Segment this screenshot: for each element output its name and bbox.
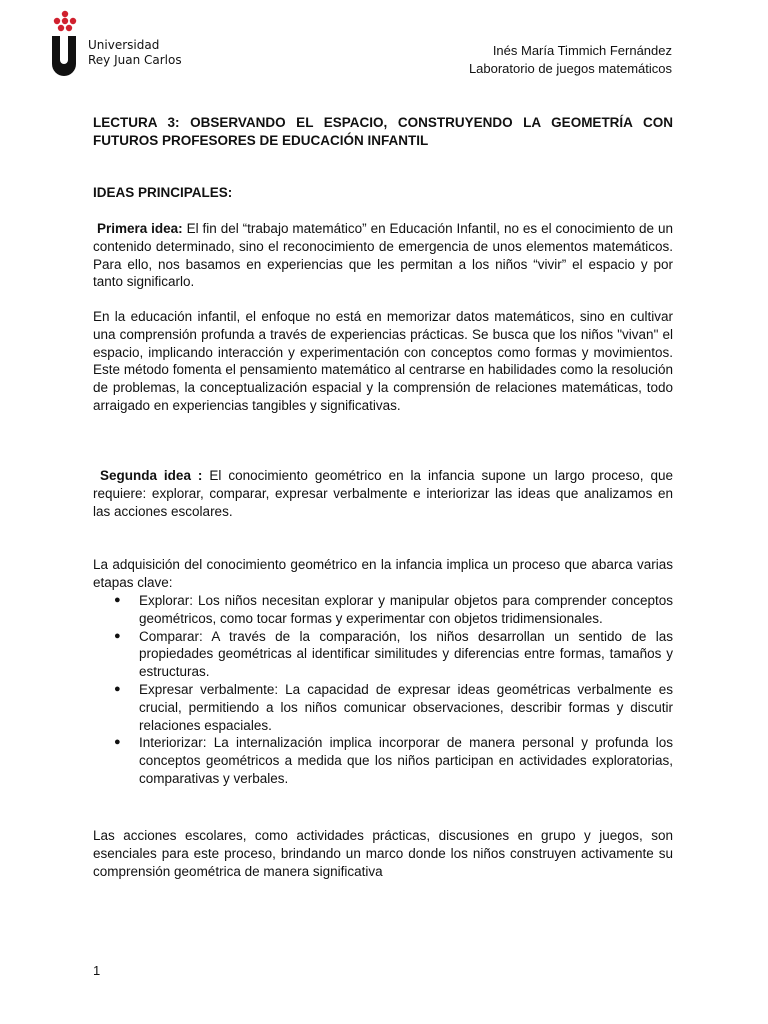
crown-icon: [52, 10, 78, 34]
list-item-text: Interiorizar: La internalización implica incorporar de manera personal y profunda los conceptos geométricos a medida que los niños participan en actividades exploratorias, comparativas y verbales.: [139, 735, 673, 786]
logo-line-2: Rey Juan Carlos: [88, 53, 182, 67]
list-item: [93, 734, 673, 787]
list-item: [93, 592, 673, 628]
paragraph-5: Las acciones escolares, como actividades prácticas, discusiones en grupo y juegos, son esenciales para este proceso, brindando un marco donde los niños construyen activamente su comprensión geométrica de manera significativa: [93, 828, 673, 879]
section-heading: IDEAS PRINCIPALES:: [93, 185, 233, 200]
list-item: [93, 628, 673, 681]
bullet-icon: ●: [114, 629, 121, 642]
bullet-icon: ●: [114, 736, 121, 749]
paragraph-2: En la educación infantil, el enfoque no está en memorizar datos matemáticos, sino en cultivar una comprensión profunda a través de experiencias prácticas. Se busca que los niños "vivan" el espacio, implicando interacción y experimentación con conceptos como formas y movimientos. Este método fomenta el pensamiento matemático al centrarse en habilidades como la resolución de problemas, la conceptualización espacial y la comprensión de relaciones matemáticas, todo arraigado en experiencias tangibles y significativas.: [93, 309, 673, 413]
university-logo: [48, 10, 182, 76]
idea-2-text: El conocimiento geométrico en la infancia supone un largo proceso, que requiere: explorar, comparar, expresar verbalmente e interiorizar las ideas que analizamos en las acciones escolares.: [93, 468, 673, 519]
logo-wordmark: [88, 38, 182, 68]
list-item-text: Comparar: A través de la comparación, los niños desarrollan un sentido de las propiedades geométricas al identificar similitudes y diferencias entre formas, tamaños y estructuras.: [139, 628, 673, 680]
idea-1-label: Primera idea:: [96, 221, 183, 236]
paragraph-4: La adquisición del conocimiento geométrico en la infancia implica un proceso que abarca varias etapas clave:: [93, 557, 673, 590]
page-number: 1: [93, 963, 101, 978]
course-name: Laboratorio de juegos matemáticos: [468, 61, 672, 76]
header-info: [469, 42, 672, 78]
list-item-text: Expresar verbalmente: La capacidad de expresar ideas geométricas verbalmente es crucial, permitiendo a los niños comunicar observaciones, describir formas y discutir relaciones espaciales.: [139, 681, 673, 733]
stages-list: [93, 592, 673, 788]
paragraph-idea-2: [93, 467, 673, 520]
idea-1-text: El fin del “trabajo matemático” en Educación Infantil, no es el conocimiento de un contenido determinado, sino el reconocimiento de emergencia de unos elementos matemáticos. Para ello, nos basamos en experiencias que les permitan a los niños “vivir” el espacio y por tanto significarlo.: [93, 221, 673, 290]
document-title: LECTURA 3: OBSERVANDO EL ESPACIO, CONSTRUYENDO LA GEOMETRÍA CON FUTUROS PROFESORES DE EDUCACIÓN INFANTIL: [93, 115, 673, 148]
paragraph-idea-1: [93, 220, 673, 291]
bullet-icon: ●: [114, 594, 121, 606]
bullet-icon: ●: [114, 682, 121, 695]
author-name: Inés María Timmich Fernández: [492, 43, 672, 58]
list-item: [93, 681, 673, 734]
logo-u-mark: [52, 36, 76, 76]
idea-2-label: Segunda idea :: [99, 468, 203, 483]
logo-line-1: Universidad: [88, 38, 160, 52]
list-item-text: Explorar: Los niños necesitan explorar y manipular objetos para comprender conceptos geométricos, como tocar formas y experimentar con objetos tridimensionales.: [139, 593, 673, 626]
